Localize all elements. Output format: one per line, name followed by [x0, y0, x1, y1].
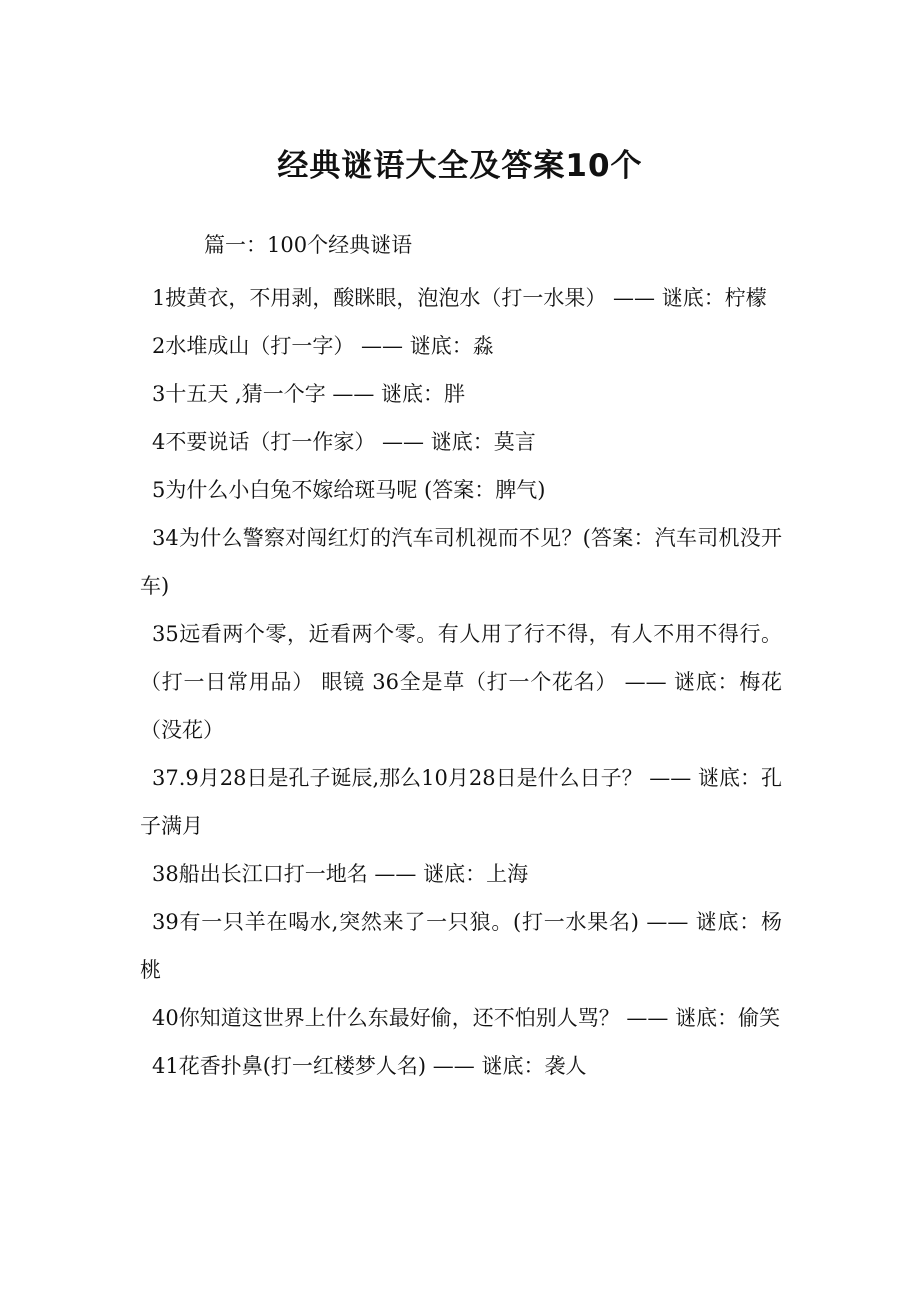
riddle-paragraph: 34为什么警察对闯红灯的汽车司机视而不见？(答案：汽车司机没开车) — [140, 526, 782, 598]
riddle-paragraph: 4不要说话（打一作家） —— 谜底：莫言 — [152, 430, 536, 454]
riddle-paragraph: 5为什么小白兔不嫁给斑马呢 (答案：脾气) — [152, 478, 546, 502]
riddle-paragraph: 41花香扑鼻(打一红楼梦人名) —— 谜底：袭人 — [152, 1054, 587, 1078]
riddle-paragraph: 2水堆成山（打一字） —— 谜底：淼 — [152, 334, 494, 358]
riddle-paragraph: 3十五天 ,猜一个字 —— 谜底：胖 — [152, 382, 466, 406]
riddle-paragraph: 40你知道这世界上什么东最好偷，还不怕别人骂？ —— 谜底：偷笑 — [152, 1006, 781, 1030]
section-heading: 篇一：100个经典谜语 — [204, 233, 413, 257]
riddle-paragraph: 38船出长江口打一地名 —— 谜底：上海 — [152, 862, 529, 886]
document-body — [140, 274, 782, 1090]
riddle-paragraph: 37.9月28日是孔子诞辰,那么10月28日是什么日子？ —— 谜底：孔子满月 — [140, 766, 782, 838]
riddle-paragraph: 35远看两个零，近看两个零。有人用了行不得，有人不用不得行。（打一日常用品） 眼镜 36全是草（打一个花名） —— 谜底：梅花（没花） — [140, 622, 782, 742]
riddle-paragraph: 39有一只羊在喝水,突然来了一只狼。(打一水果名) —— 谜底：杨桃 — [140, 910, 782, 982]
document-title: 经典谜语大全及答案10个 — [277, 148, 643, 184]
riddle-paragraph: 1披黄衣，不用剥，酸眯眼，泡泡水（打一水果） —— 谜底：柠檬 — [152, 286, 767, 310]
